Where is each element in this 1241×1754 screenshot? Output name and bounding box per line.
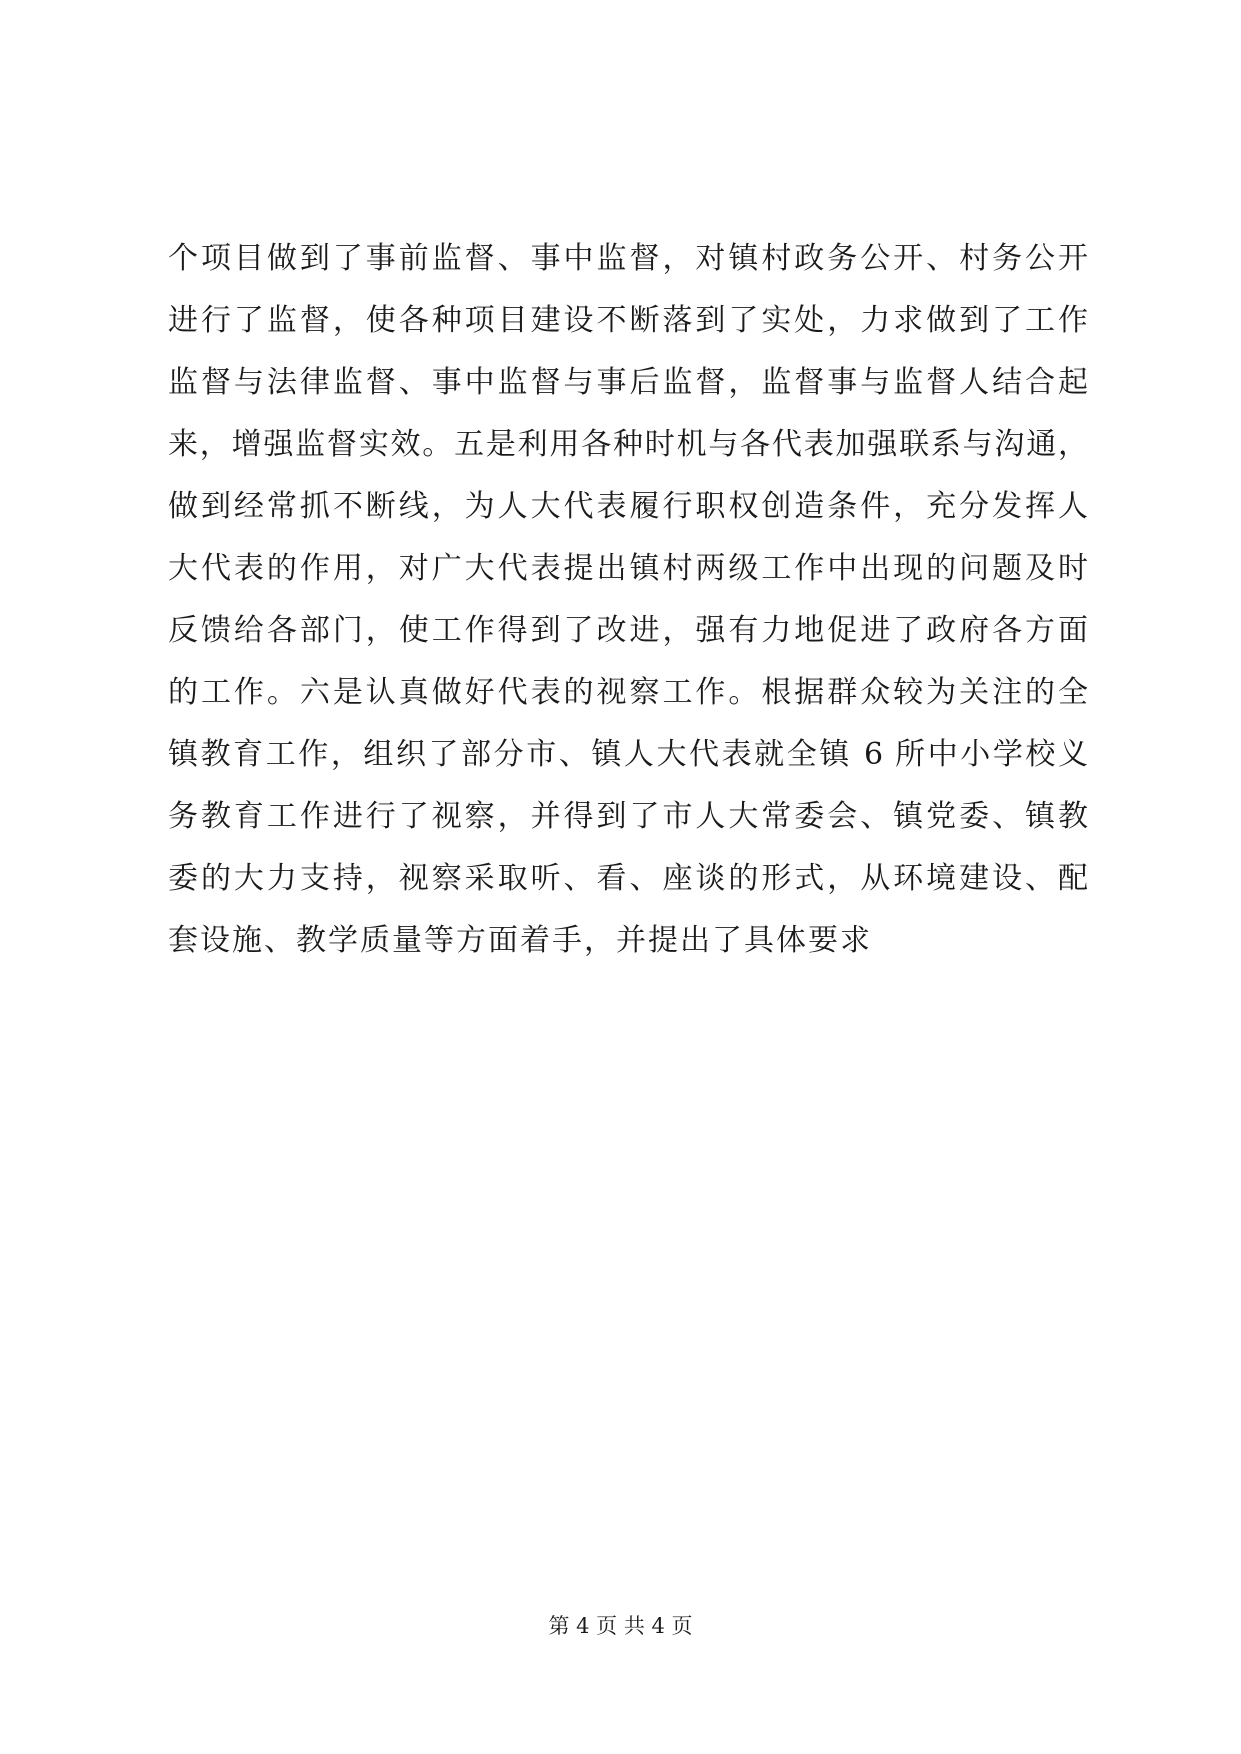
- text-line: 反馈给各部门，使工作得到了改进，强有力地促进了政府各方面: [168, 613, 1088, 648]
- text-line: 套设施、教学质量等方面着手，并提出了具体要求: [168, 923, 872, 958]
- body-paragraph: [168, 228, 1088, 972]
- text-line: 来，增强监督实效。五是利用各种时机与各代表加强联系与沟通，: [168, 427, 1088, 462]
- text-line: 进行了监督，使各种项目建设不断落到了实处，力求做到了工作: [168, 303, 1088, 338]
- page-number-footer: 第 4 页 共 4 页: [548, 1614, 693, 1638]
- text-line: 的工作。六是认真做好代表的视察工作。根据群众较为关注的全: [168, 675, 1088, 710]
- text-line: 个项目做到了事前监督、事中监督，对镇村政务公开、村务公开: [168, 241, 1088, 276]
- text-line: 大代表的作用，对广大代表提出镇村两级工作中出现的问题及时: [168, 551, 1088, 586]
- text-line: 做到经常抓不断线，为人大代表履行职权创造条件，充分发挥人: [168, 489, 1088, 524]
- text-line: 镇教育工作，组织了部分市、镇人大代表就全镇 6 所中小学校义: [168, 737, 1088, 772]
- text-line: 务教育工作进行了视察，并得到了市人大常委会、镇党委、镇教: [168, 799, 1088, 834]
- text-line: 委的大力支持，视察采取听、看、座谈的形式，从环境建设、配: [168, 861, 1088, 896]
- text-line: 监督与法律监督、事中监督与事后监督，监督事与监督人结合起: [168, 365, 1088, 400]
